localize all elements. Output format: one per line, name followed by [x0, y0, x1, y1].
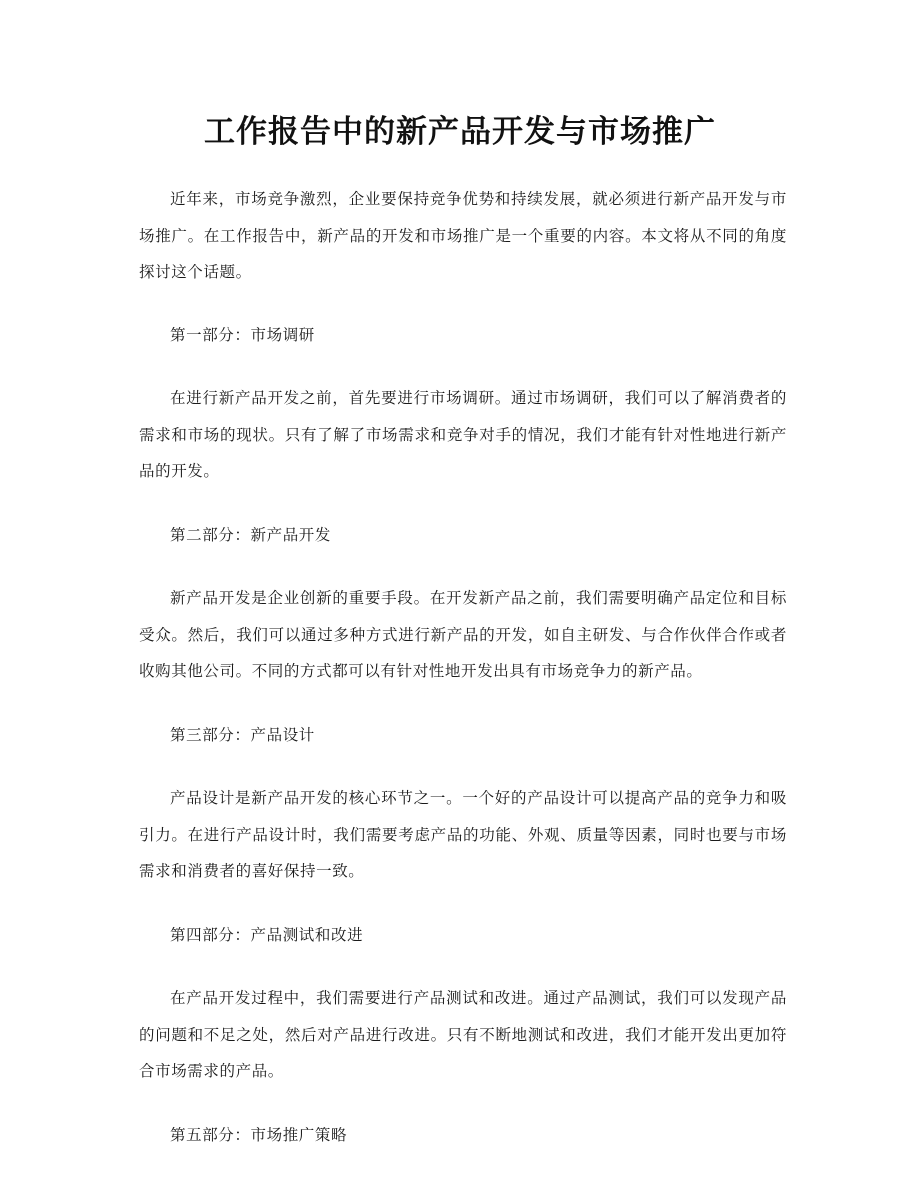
section-heading-1: 第一部分：市场调研 — [170, 325, 315, 344]
document-body — [139, 181, 787, 1153]
document-title: 工作报告中的新产品开发与市场推广 — [204, 114, 716, 150]
section-body-3: 产品设计是新产品开发的核心环节之一。一个好的产品设计可以提高产品的竞争力和吸引力。在进行产品设计时，我们需要考虑产品的功能、外观、质量等因素，同时也要与市场需求和消费者的喜好保持一致。 — [139, 789, 787, 880]
section-body-4: 在产品开发过程中，我们需要进行产品测试和改进。通过产品测试，我们可以发现产品的问题和不足之处，然后对产品进行改进。只有不断地测试和改进，我们才能开发出更加符合市场需求的产品。 — [139, 989, 787, 1080]
section-heading-5: 第五部分：市场推广策略 — [170, 1125, 348, 1144]
section-body-2: 新产品开发是企业创新的重要手段。在开发新产品之前，我们需要明确产品定位和目标受众。然后，我们可以通过多种方式进行新产品的开发，如自主研发、与合作伙伴合作或者收购其他公司。不同的方式都可以有针对性地开发出具有市场竞争力的新产品。 — [139, 589, 787, 680]
intro-paragraph: 近年来，市场竞争激烈，企业要保持竞争优势和持续发展，就必须进行新产品开发与市场推广。在工作报告中，新产品的开发和市场推广是一个重要的内容。本文将从不同的角度探讨这个话题。 — [139, 190, 787, 281]
section-heading-4: 第四部分：产品测试和改进 — [170, 925, 364, 944]
section-heading-3: 第三部分：产品设计 — [170, 725, 315, 744]
section-body-1: 在进行新产品开发之前，首先要进行市场调研。通过市场调研，我们可以了解消费者的需求和市场的现状。只有了解了市场需求和竞争对手的情况，我们才能有针对性地进行新产品的开发。 — [139, 389, 787, 480]
section-heading-2: 第二部分：新产品开发 — [170, 525, 332, 544]
